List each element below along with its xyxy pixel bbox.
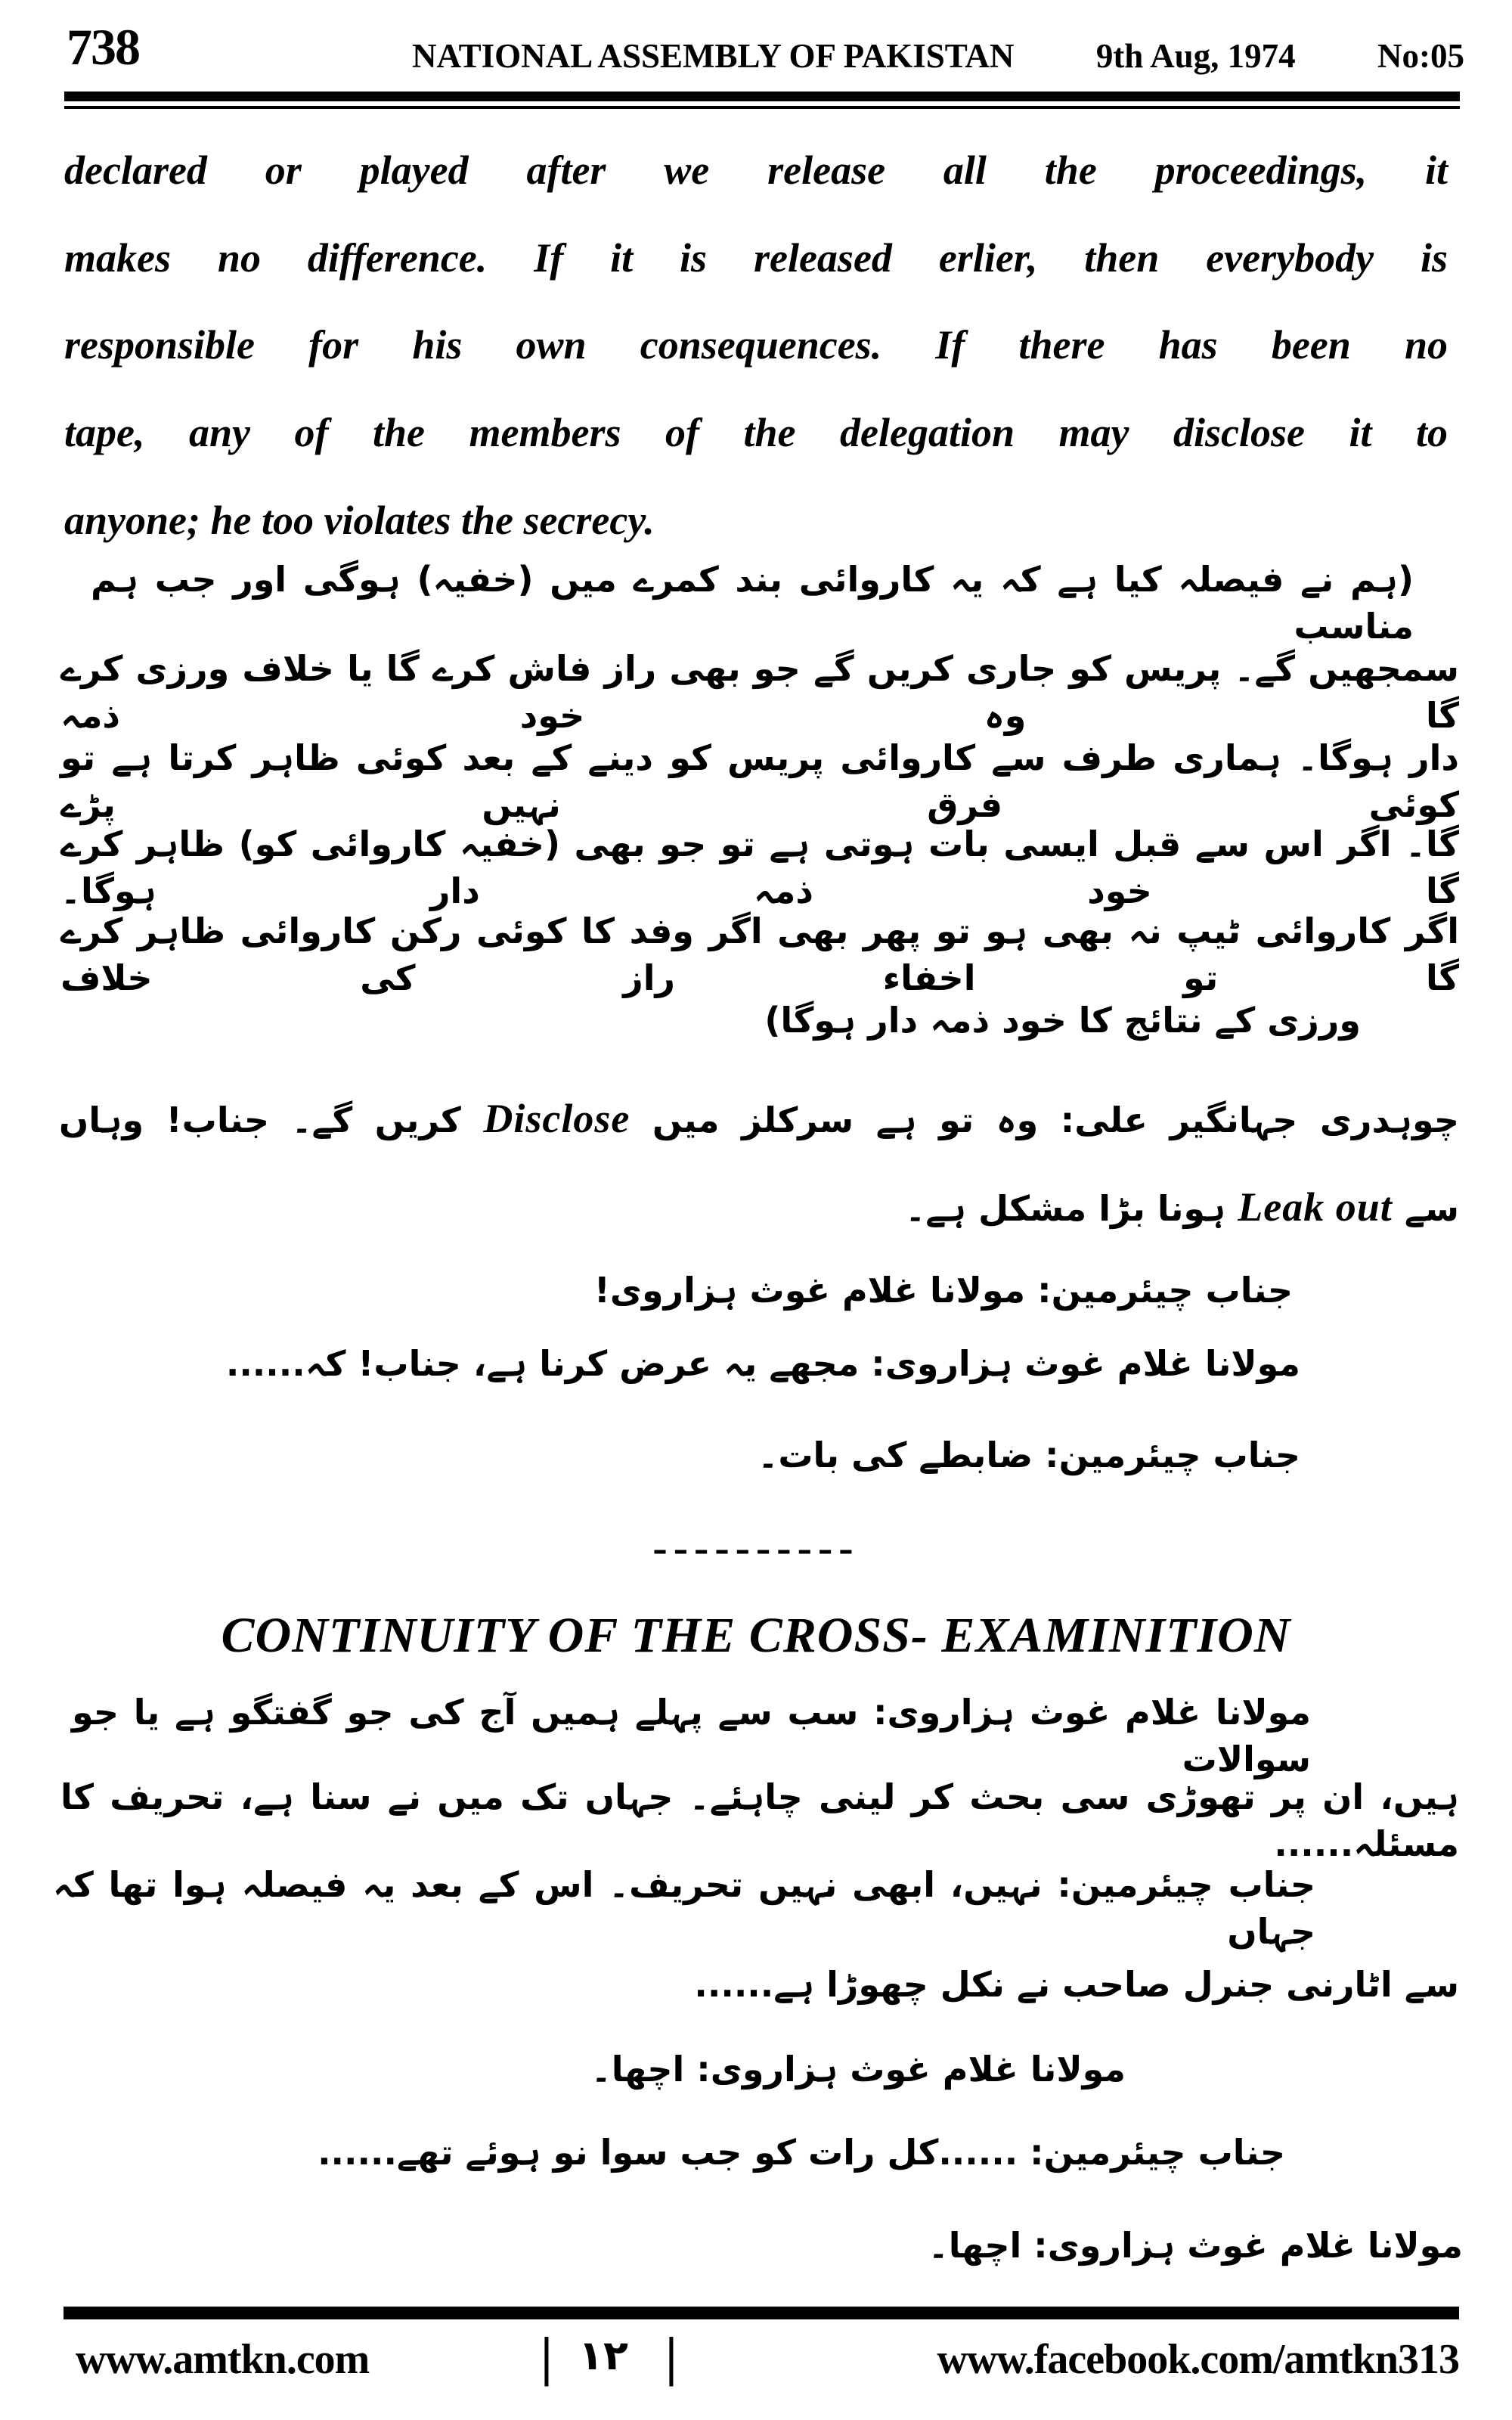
cross-exam-line-6: جناب چیئرمین: ......کل رات کو جب سوا نو ہوئے تھے......	[318, 2132, 1285, 2173]
section-heading: CONTINUITY OF THE CROSS- EXAMINITION	[221, 1608, 1291, 1663]
dialogue-line-3: جناب چیئرمین: مولانا غلام غوث ہزاروی!	[593, 1270, 1293, 1311]
cross-exam-line-1: مولانا غلام غوث ہزاروی: سب سے پہلے ہمیں آج کی جو گفتگو ہے یا جو سوالات	[72, 1692, 1311, 1780]
footer-page-number: ۱۲	[578, 2332, 628, 2379]
dialogue-line-1	[59, 1097, 1459, 1143]
urdu-quote-line-6: ورزی کے نتائج کا خود ذمہ دار ہوگا)	[764, 1000, 1361, 1041]
footer-divider-1: |	[541, 2326, 553, 2387]
footer-facebook: www.facebook.com/amtkn313	[937, 2336, 1459, 2383]
dialogue-line-1-urdu-post: کریں گے۔ جناب! وہاں	[59, 1100, 461, 1140]
english-line-5: anyone; he too violates the secrecy.	[64, 498, 655, 543]
dialogue-line-2-urdu-post: ہونا بڑا مشکل ہے۔	[905, 1188, 1226, 1229]
english-line-3: responsible for his own consequences. If there has been no	[64, 322, 1448, 368]
header	[412, 39, 1464, 73]
footer-divider-2: |	[665, 2326, 677, 2387]
dialogue-line-4: مولانا غلام غوث ہزاروی: مجھے یہ عرض کرنا ہے، جناب! کہ......	[225, 1343, 1300, 1384]
urdu-quote-line-1: (ہم نے فیصلہ کیا ہے کہ یہ کاروائی بند کمرے میں (خفیہ) ہوگی اور جب ہم مناسب	[91, 559, 1414, 647]
cross-exam-line-4: سے اٹارنی جنرل صاحب نے نکل چھوڑا ہے......	[694, 1964, 1459, 2005]
footer-rule	[64, 2307, 1459, 2319]
header-rule-thin	[64, 106, 1460, 109]
latin-word-leak-out: Leak out	[1238, 1184, 1393, 1230]
english-line-2: makes no difference. If it is released erlier, then everybody is	[64, 235, 1448, 281]
cross-exam-line-5: مولانا غلام غوث ہزاروی: اچھا۔	[590, 2049, 1126, 2090]
urdu-quote-line-3: دار ہوگا۔ ہماری طرف سے کاروائی پریس کو دینے کے بعد کوئی ظاہر کرتا ہے تو کوئی فرق نہیں پڑے	[60, 737, 1459, 826]
english-line-1: declared or played after we release all the proceedings, it	[64, 147, 1448, 193]
dialogue-line-2	[905, 1185, 1459, 1232]
dialogue-line-1-urdu-pre: چوہدری جہانگیر علی: وہ تو ہے سرکلز میں	[652, 1100, 1459, 1140]
section-separator: ----------	[652, 1523, 860, 1572]
urdu-quote-line-5: اگر کاروائی ٹیپ نہ بھی ہو تو پھر بھی اگر وفد کا کوئی رکن کاروائی ظاہر کرے گا تو اخفاء راز کی خلاف	[60, 911, 1459, 999]
header-rule-thick	[64, 92, 1460, 101]
header-issue-number: No:05	[1377, 37, 1464, 75]
cross-exam-line-7: مولانا غلام غوث ہزاروی: اچھا۔	[928, 2225, 1463, 2266]
dialogue-line-5: جناب چیئرمین: ضابطے کی بات۔	[758, 1435, 1300, 1475]
cross-exam-line-2: ہیں، ان پر تھوڑی سی بحث کر لینی چاہئے۔ جہاں تک میں نے سنا ہے، تحریف کا مسئلہ......	[60, 1776, 1459, 1865]
dialogue-line-2-urdu-pre: سے	[1404, 1188, 1459, 1229]
english-line-4: tape, any of the members of the delegation may disclose it to	[64, 410, 1448, 455]
header-date: 9th Aug, 1974	[1095, 37, 1296, 75]
header-title: NATIONAL ASSEMBLY OF PAKISTAN	[412, 37, 1015, 75]
urdu-quote-line-4: گا۔ اگر اس سے قبل ایسی بات ہوتی ہے تو جو بھی (خفیہ کاروائی کو) ظاہر کرے گا خود ذمہ دار ہوگا۔	[60, 824, 1459, 912]
cross-exam-line-3: جناب چیئرمین: نہیں، ابھی نہیں تحریف۔ اس کے بعد یہ فیصلہ ہوا تھا کہ جہاں	[53, 1864, 1315, 1953]
footer-website: www.amtkn.com	[76, 2336, 370, 2383]
page-number: 738	[67, 18, 139, 76]
latin-word-disclose: Disclose	[483, 1096, 631, 1141]
urdu-quote-line-2: سمجھیں گے۔ پریس کو جاری کریں گے جو بھی راز فاش کرے گا یا خلاف ورزی کرے گا وہ خود ذمہ	[60, 648, 1459, 737]
